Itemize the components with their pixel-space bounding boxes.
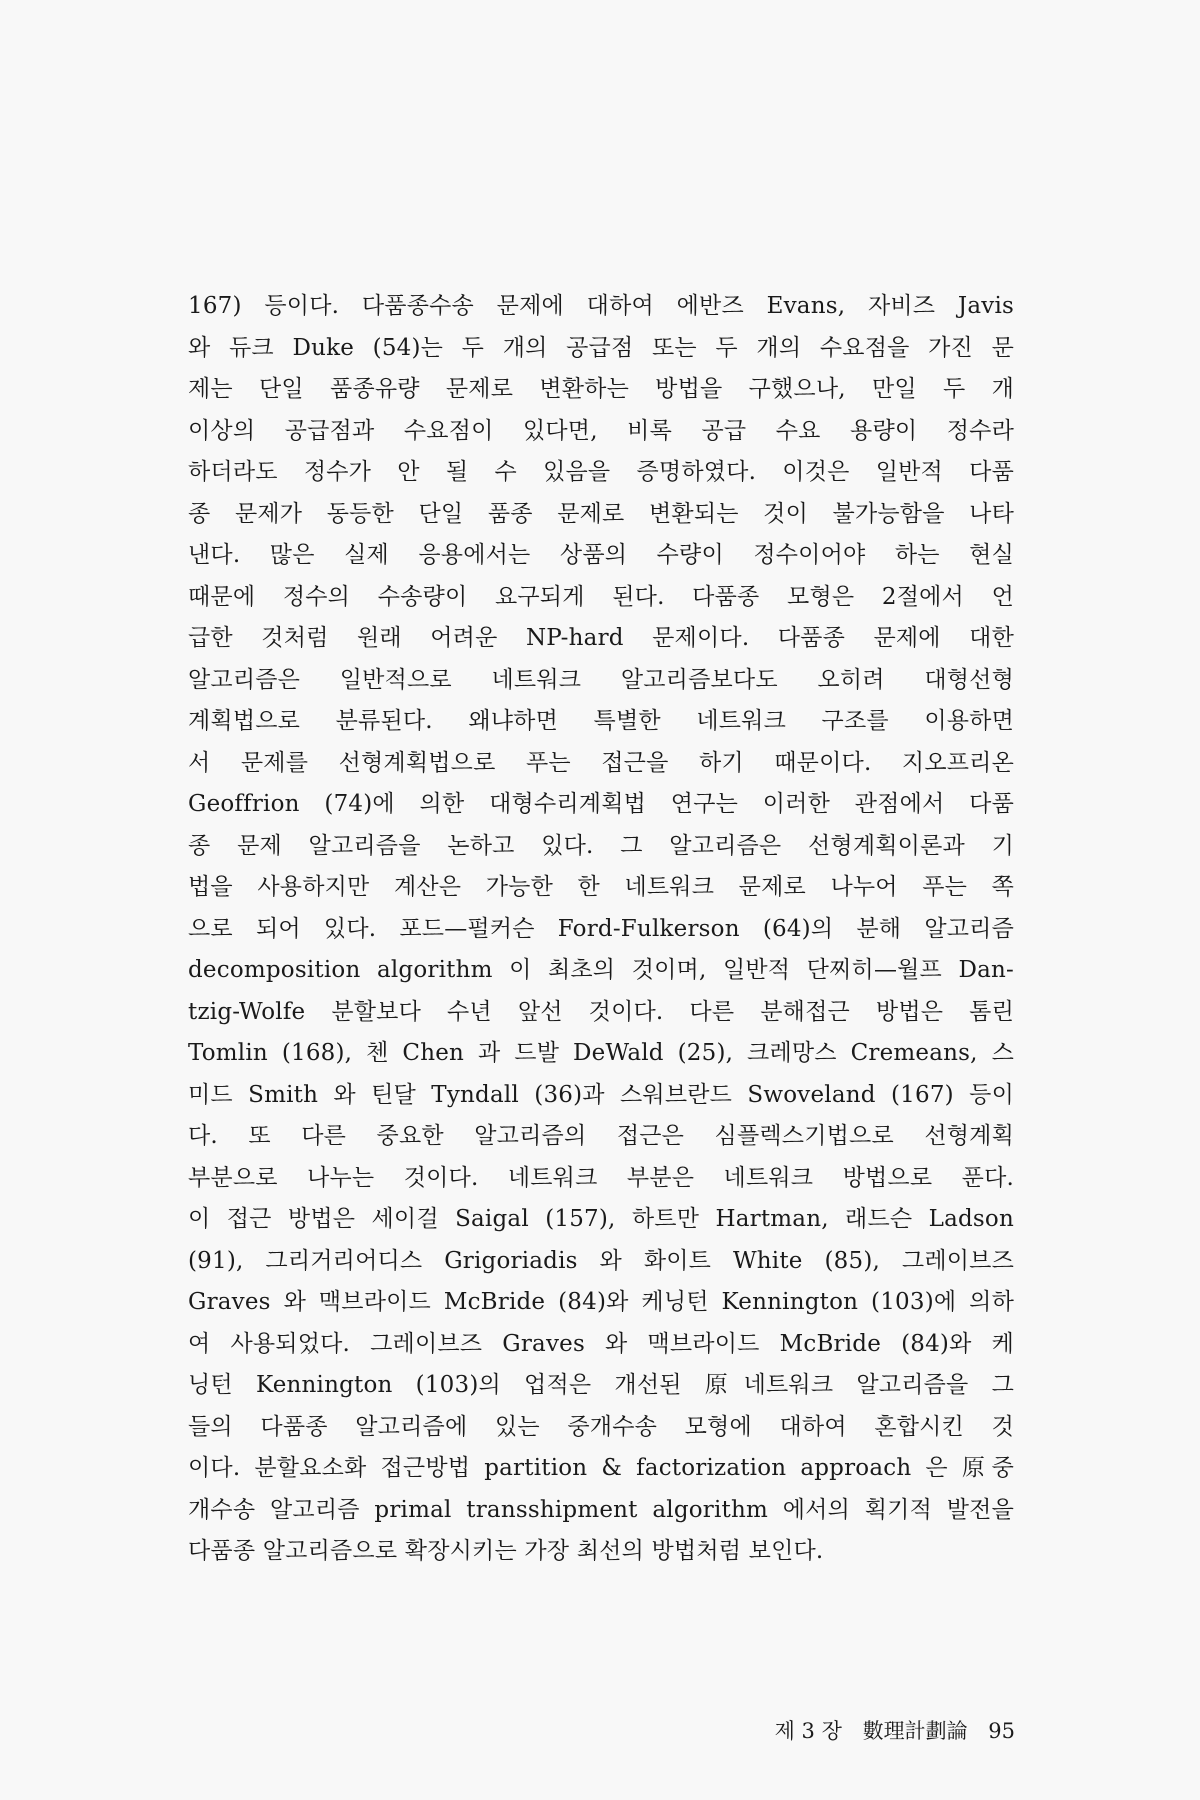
text-line: (91), 그리거리어디스 Grigoriadis 와 화이트 White (85), 그레이브즈 — [188, 1247, 1014, 1274]
text-line: 부분으로 나누는 것이다. 네트워크 부분은 네트워크 방법으로 푼다. — [188, 1164, 1014, 1191]
chapter-label: 제 3 장 — [774, 1719, 842, 1743]
text-line: 미드 Smith 와 틴달 Tyndall (36)과 스워브란드 Swoveland (167) 등이 — [188, 1081, 1014, 1108]
text-line: 와 듀크 Duke (54)는 두 개의 공급점 또는 두 개의 수요점을 가진 문 — [188, 334, 1014, 361]
text-line: 으로 되어 있다. 포드—펄커슨 Ford-Fulkerson (64)의 분해 알고리즘 — [188, 915, 1014, 942]
text-line: 이 접근 방법은 세이걸 Saigal (157), 하트만 Hartman, 래드슨 Ladson — [188, 1206, 1014, 1232]
text-line: 다품종 알고리즘으로 확장시키는 가장 최선의 방법처럼 보인다. — [188, 1538, 824, 1564]
page-footer — [775, 1715, 1015, 1745]
text-line: 하더라도 정수가 안 될 수 있음을 증명하였다. 이것은 일반적 다품 — [188, 459, 1014, 485]
text-line: 167) 등이다. 다품종수송 문제에 대하여 에반즈 Evans, 자비즈 Javis — [188, 293, 1014, 319]
text-line: 서 문제를 선형계획법으로 푸는 접근을 하기 때문이다. 지오프리온 — [188, 749, 1014, 776]
text-line: 제는 단일 품종유량 문제로 변환하는 방법을 구했으나, 만일 두 개 — [188, 376, 1014, 402]
page-number: 95 — [988, 1719, 1015, 1743]
text-line: 낸다. 많은 실제 응용에서는 상품의 수량이 정수이어야 하는 현실 — [188, 542, 1014, 568]
body-text — [188, 286, 1014, 1573]
text-line: 닝턴 Kennington (103)의 업적은 개선된 原네트워크 알고리즘을 그 — [188, 1372, 1014, 1398]
text-line: 종 문제가 동등한 단일 품종 문제로 변환되는 것이 불가능함을 나타 — [188, 500, 1014, 527]
text-line: decomposition algorithm 이 최초의 것이며, 일반적 단찌히—월프 Dan- — [188, 957, 1014, 983]
text-line: 법을 사용하지만 계산은 가능한 한 네트워크 문제로 나누어 푸는 쪽 — [188, 874, 1014, 900]
text-line: 알고리즘은 일반적으로 네트워크 알고리즘보다도 오히려 대형선형 — [188, 666, 1014, 693]
text-line: 때문에 정수의 수송량이 요구되게 된다. 다품종 모형은 2절에서 언 — [188, 583, 1014, 610]
text-line: 들의 다품종 알고리즘에 있는 중개수송 모형에 대하여 혼합시킨 것 — [188, 1413, 1014, 1440]
chapter-title: 數理計劃論 — [862, 1719, 968, 1743]
text-line: Tomlin (168), 첸 Chen 과 드발 DeWald (25), 크레망스 Cremeans, 스 — [188, 1040, 1014, 1066]
text-line: Graves 와 맥브라이드 McBride (84)와 케닝턴 Kennington (103)에 의하 — [188, 1289, 1014, 1315]
text-line: 개수송 알고리즘 primal transshipment algorithm 에서의 획기적 발전을 — [188, 1496, 1014, 1523]
text-line: 여 사용되었다. 그레이브즈 Graves 와 맥브라이드 McBride (84)와 케 — [188, 1330, 1014, 1357]
text-line: Geoffrion (74)에 의한 대형수리계획법 연구는 이러한 관점에서 다품 — [188, 791, 1014, 817]
text-line: 급한 것처럼 원래 어려운 NP-hard 문제이다. 다품종 문제에 대한 — [188, 625, 1014, 651]
text-line: 다. 또 다른 중요한 알고리즘의 접근은 심플렉스기법으로 선형계획 — [188, 1123, 1014, 1149]
text-line: tzig-Wolfe 분할보다 수년 앞선 것이다. 다른 분해접근 방법은 톰린 — [188, 998, 1014, 1025]
text-line: 종 문제 알고리즘을 논하고 있다. 그 알고리즘은 선형계획이론과 기 — [188, 832, 1014, 859]
text-line: 이다. 분할요소화 접근방법 partition & factorization approach 은 原중 — [188, 1455, 1014, 1481]
text-line: 이상의 공급점과 수요점이 있다면, 비록 공급 수요 용량이 정수라 — [188, 417, 1014, 444]
text-line: 계획법으로 분류된다. 왜냐하면 특별한 네트워크 구조를 이용하면 — [188, 708, 1014, 734]
